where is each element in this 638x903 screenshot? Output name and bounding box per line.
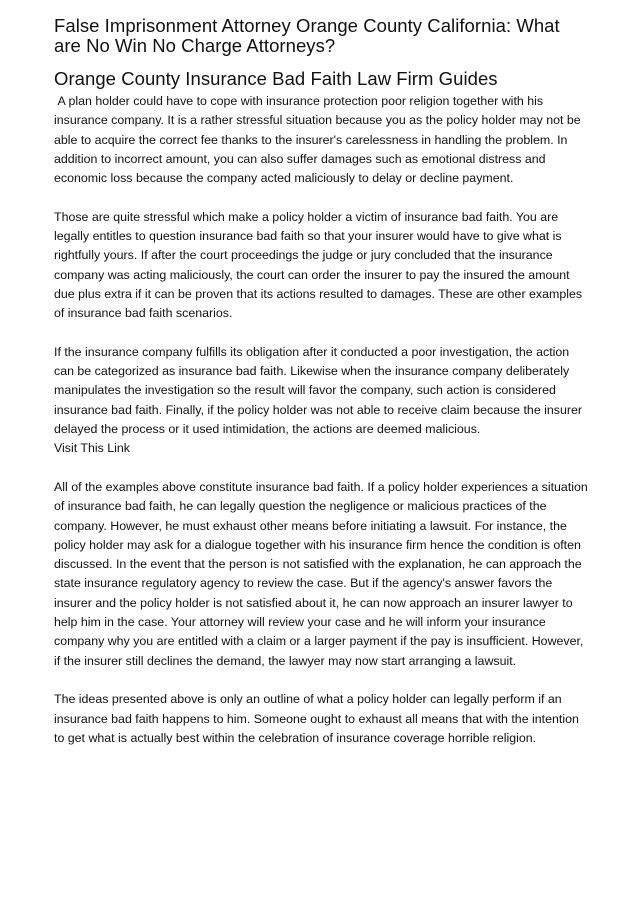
document-subtitle: Orange County Insurance Bad Faith Law Firm Guides: [54, 68, 498, 89]
paragraph-1: A plan holder could have to cope with insurance protection poor religion together with his insurance company. It is a rather stressful situation because you as the policy holder may not be able to acquire the correct fee thanks to the insurer's carelessness in handling the problem. In addition to incorrect amount, you can also suffer damages such as emotional distress and economic loss because the company acted maliciously to delay or decline payment.: [54, 94, 585, 186]
paragraph-5: The ideas presented above is only an outline of what a policy holder can legally perform if an insurance bad faith happens to him. Someone ought to exhaust all means that with the intention to get what is actually best within the celebration of insurance coverage horrible religion.: [54, 692, 579, 745]
paragraph-4: All of the examples above constitute insurance bad faith. If a policy holder experiences a situation of insurance bad faith, he can legally question the negligence or malicious practices of the company. However, he must exhaust other means before initiating a lawsuit. For instance, the policy holder may ask for a dialogue together with his insurance firm hence the condition is often discussed. In the event that the person is not satisfied with the explanation, he can approach the state insurance regulatory agency to review the case. But if the agency's answer favors the insurer and the policy holder is not satisfied about it, he can now approach an insurer lawyer to help him in the case. Your attorney will review your case and he will inform your insurance company why you are entitled with a claim or a larger payment if the pay is insufficient. However, if the insurer still declines the demand, the lawyer may now start arranging a lawsuit.: [54, 479, 588, 668]
paragraph-3-block: [54, 343, 588, 459]
visit-link[interactable]: Visit This Link: [54, 441, 130, 456]
paragraph-3: If the insurance company fulfills its obligation after it conducted a poor investigation, the action can be categorized as insurance bad faith. Likewise when the insurance company deliberately manipulates the investigation so the result will favor the company, such action is considered insurance bad faith. Finally, if the policy holder was not able to receive claim because the insurer delayed the process or it used intimidation, the actions are deemed malicious.: [54, 344, 583, 437]
paragraph-2: Those are quite stressful which make a policy holder a victim of insurance bad faith. You are legally entitles to question insurance bad faith so that your insurer would have to give what is rightfully yours. If after the court proceedings the judge or jury concluded that the insurance company was acting maliciously, the court can order the insurer to pay the insured the amount due plus extra if it can be proven that its actions resulted to damages. These are other examples of insurance bad faith scenarios.: [54, 209, 583, 321]
document-title: False Imprisonment Attorney Orange County California: What are No Win No Charge Attorneys?: [54, 15, 560, 56]
